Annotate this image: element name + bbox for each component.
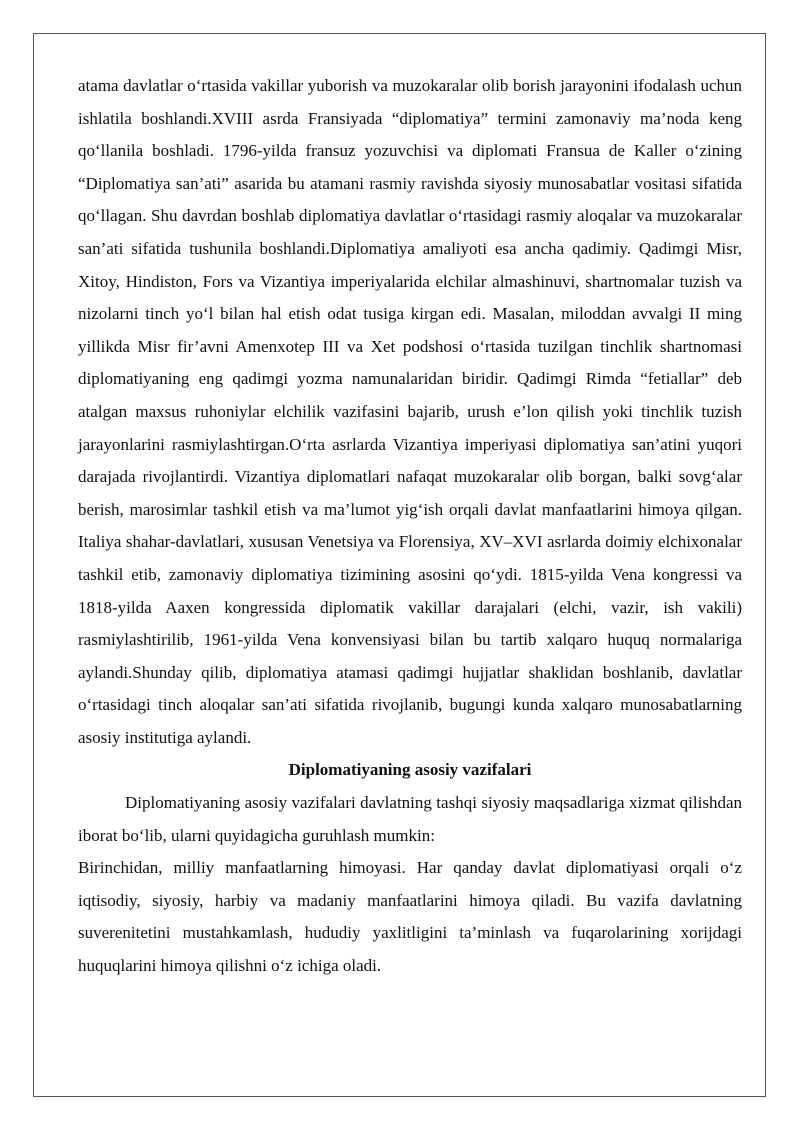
section-heading: Diplomatiyaning asosiy vazifalari: [288, 760, 532, 780]
paragraph-national-interests: Birinchidan, milliy manfaatlarning himoyasi. Har qanday davlat diplomatiyasi orqali o‘z iqtisodiy, siyosiy, harbiy va madaniy manfaatlarini himoya qiladi. Bu vazifa davlatning suverenitetini mustahkamlash, hududiy yaxlitligini ta’minlash va fuqarolarining xorijdagi huquqlarini himoya qilishni o‘z ichiga oladi.: [78, 858, 742, 976]
document-body: [78, 70, 742, 983]
paragraph-functions-intro: Diplomatiyaning asosiy vazifalari davlatning tashqi siyosiy maqsadlariga xizmat qilishdan iborat bo‘lib, ularni quyidagicha guruhlash mumkin:: [78, 793, 742, 845]
paragraph-diplomacy-history: atama davlatlar o‘rtasida vakillar yuborish va muzokaralar olib borish jarayonini ifodalash uchun ishlatila boshlandi.XVIII asrda Fransiyada “diplomatiya” termini zamonaviy ma’noda keng qo‘llanila boshladi. 1796-yilda fransuz yozuvchisi va diplomati Fransua de Kaller o‘zining “Diplomatiya san’ati” asarida bu atamani rasmiy ravishda siyosiy munosabatlar vositasi sifatida qo‘llagan. Shu davrdan boshlab diplomatiya davlatlar o‘rtasidagi rasmiy aloqalar va muzokaralar san’ati sifatida tushunila boshlandi.Diplomatiya amaliyoti esa ancha qadimiy. Qadimgi Misr, Xitoy, Hindiston, Fors va Vizantiya imperiyalarida elchilar almashinuvi, shartnomalar tuzish va nizolarni tinch yo‘l bilan hal etish odat tusiga kirgan edi. Masalan, miloddan avvalgi II ming yillikda Misr fir’avni Amenxotep III va Xet podshosi o‘rtasida tuzilgan tinchlik shartnomasi diplomatiyaning eng qadimgi yozma namunalaridan biridir. Qadimgi Rimda “fetiallar” deb atalgan maxsus ruhoniylar elchilik vazifasini bajarib, urush e’lon qilish yoki tinchlik tuzish jarayonlarini rasmiylashtirgan.O‘rta asrlarda Vizantiya imperiyasi diplomatiya san’atini yuqori darajada rivojlantirdi. Vizantiya diplomatlari nafaqat muzokaralar olib borgan, balki sovg‘alar berish, marosimlar tashkil etish va ma’lumot yig‘ish orqali davlat manfaatlarini himoya qilgan. Italiya shahar-davlatlari, xususan Venetsiya va Florensiya, XV–XVI asrlarda doimiy elchixonalar tashkil etib, zamonaviy diplomatiya tizimining asosini qo‘ydi. 1815-yilda Vena kongressi va 1818-yilda Aaxen kongressida diplomatik vakillar darajalari (elchi, vazir, ish vakili) rasmiylashtirilib, 1961-yilda Vena konvensiyasi bilan bu tartib xalqaro huquq normalariga aylandi.Shunday qilib, diplomatiya atamasi qadimgi hujjatlar shaklidan boshlanib, davlatlar o‘rtasidagi tinch aloqalar san’ati sifatida rivojlanib, bugungi kunda xalqaro munosabatlarning asosiy institutiga aylandi.: [78, 76, 742, 747]
